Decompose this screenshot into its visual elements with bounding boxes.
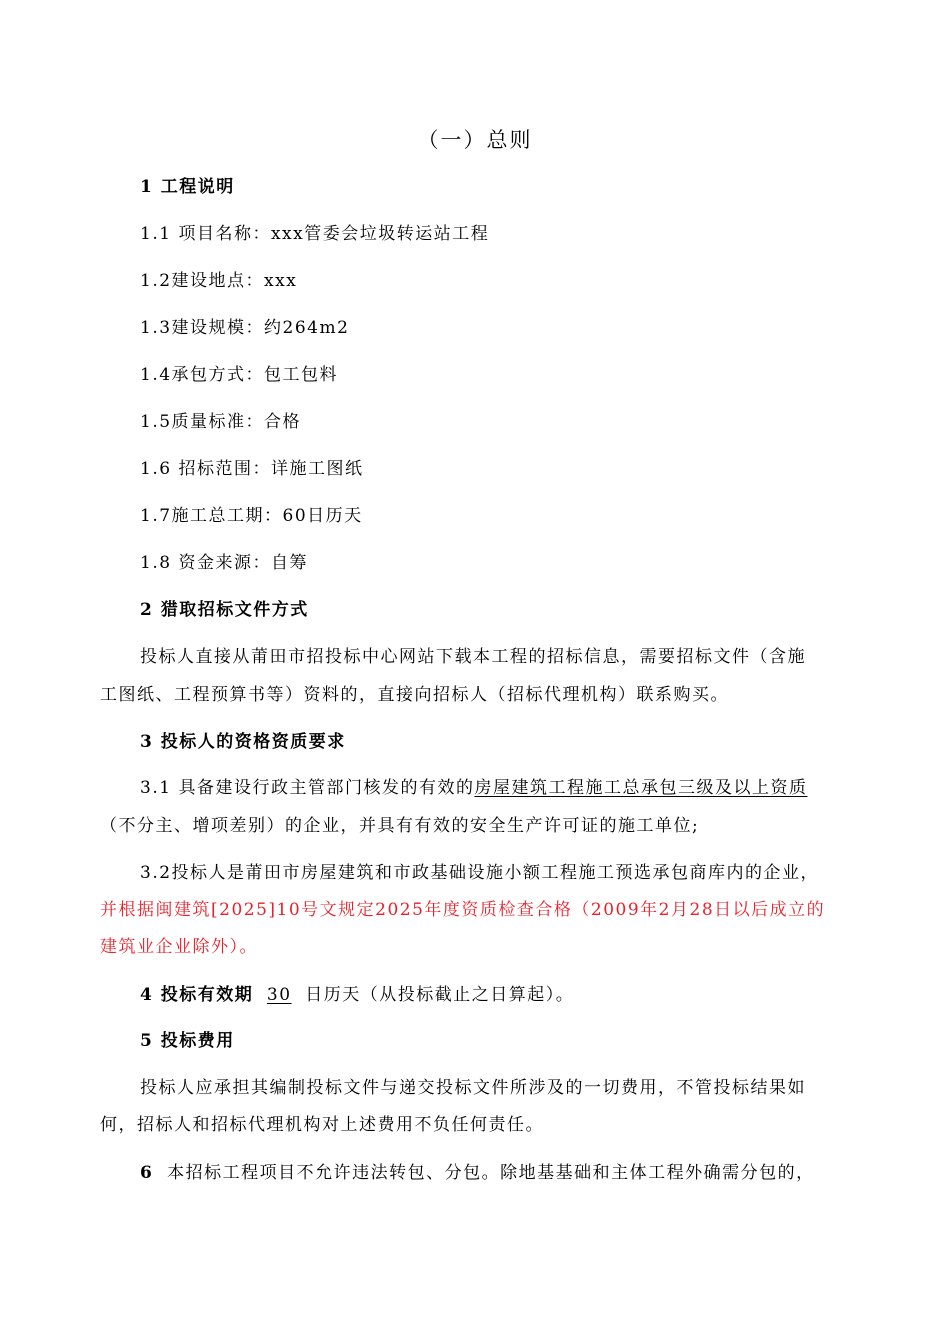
para-3-1-prefix: 3.1 具备建设行政主管部门核发的有效的: [140, 778, 475, 798]
heading-5: 5 投标费用: [140, 1031, 235, 1051]
para-3-1-line-1: [140, 776, 807, 800]
para-6-number: 6: [140, 1163, 154, 1183]
validity-days: 30: [266, 985, 292, 1005]
item-1-3: 1.3建设规模：约264m2: [140, 318, 350, 338]
para-3-2-line-3: 建筑业企业除外）。: [100, 937, 258, 957]
item-1-4: 1.4承包方式：包工包料: [140, 365, 339, 385]
para-2-line-1: 投标人直接从莆田市招投标中心网站下载本工程的招标信息，需要招标文件（含施: [140, 647, 806, 667]
para-5-line-2: 何，招标人和招标代理机构对上述费用不负任何责任。: [100, 1115, 544, 1135]
item-1-2: 1.2建设地点：xxx: [140, 271, 298, 291]
item-1-1: 1.1 项目名称：xxx管委会垃圾转运站工程: [140, 224, 490, 244]
item-1-8: 1.8 资金来源：自筹: [140, 553, 308, 573]
heading-3: 3 投标人的资格资质要求: [140, 732, 346, 752]
para-3-1-line-2: （不分主、增项差别）的企业，并具有有效的安全生产许可证的施工单位;: [100, 816, 700, 836]
item-1-6: 1.6 招标范围：详施工图纸: [140, 459, 364, 479]
para-5-line-1: 投标人应承担其编制投标文件与递交投标文件所涉及的一切费用，不管投标结果如: [140, 1078, 806, 1098]
validity-suffix: 日历天（从投标截止之日算起）。: [305, 985, 575, 1005]
heading-2: 2 猎取招标文件方式: [140, 600, 309, 620]
item-1-5: 1.5质量标准：合格: [140, 412, 302, 432]
item-1-7: 1.7施工总工期：60日历天: [140, 506, 363, 526]
para-3-2-line-1: 3.2投标人是莆田市房屋建筑和市政基础设施小额工程施工预选承包商库内的企业，: [140, 863, 820, 883]
para-6: [140, 1161, 815, 1185]
qualification-requirement: 房屋建筑工程施工总承包三级及以上资质: [474, 778, 808, 798]
para-2-line-2: 工图纸、工程预算书等）资料的，直接向招标人（招标代理机构）联系购买。: [100, 685, 729, 705]
para-4: [140, 983, 574, 1007]
validity-label: 4 投标有效期: [140, 985, 254, 1005]
heading-1: 1 工程说明: [140, 177, 235, 197]
para-3-2-line-2: 并根据闽建筑[2025]10号文规定2025年度资质检查合格（2009年2月28日以后成立的: [100, 900, 826, 920]
para-6-text: 本招标工程项目不允许违法转包、分包。除地基基础和主体工程外确需分包的，: [167, 1163, 815, 1183]
section-title: （一）总则: [417, 128, 533, 152]
